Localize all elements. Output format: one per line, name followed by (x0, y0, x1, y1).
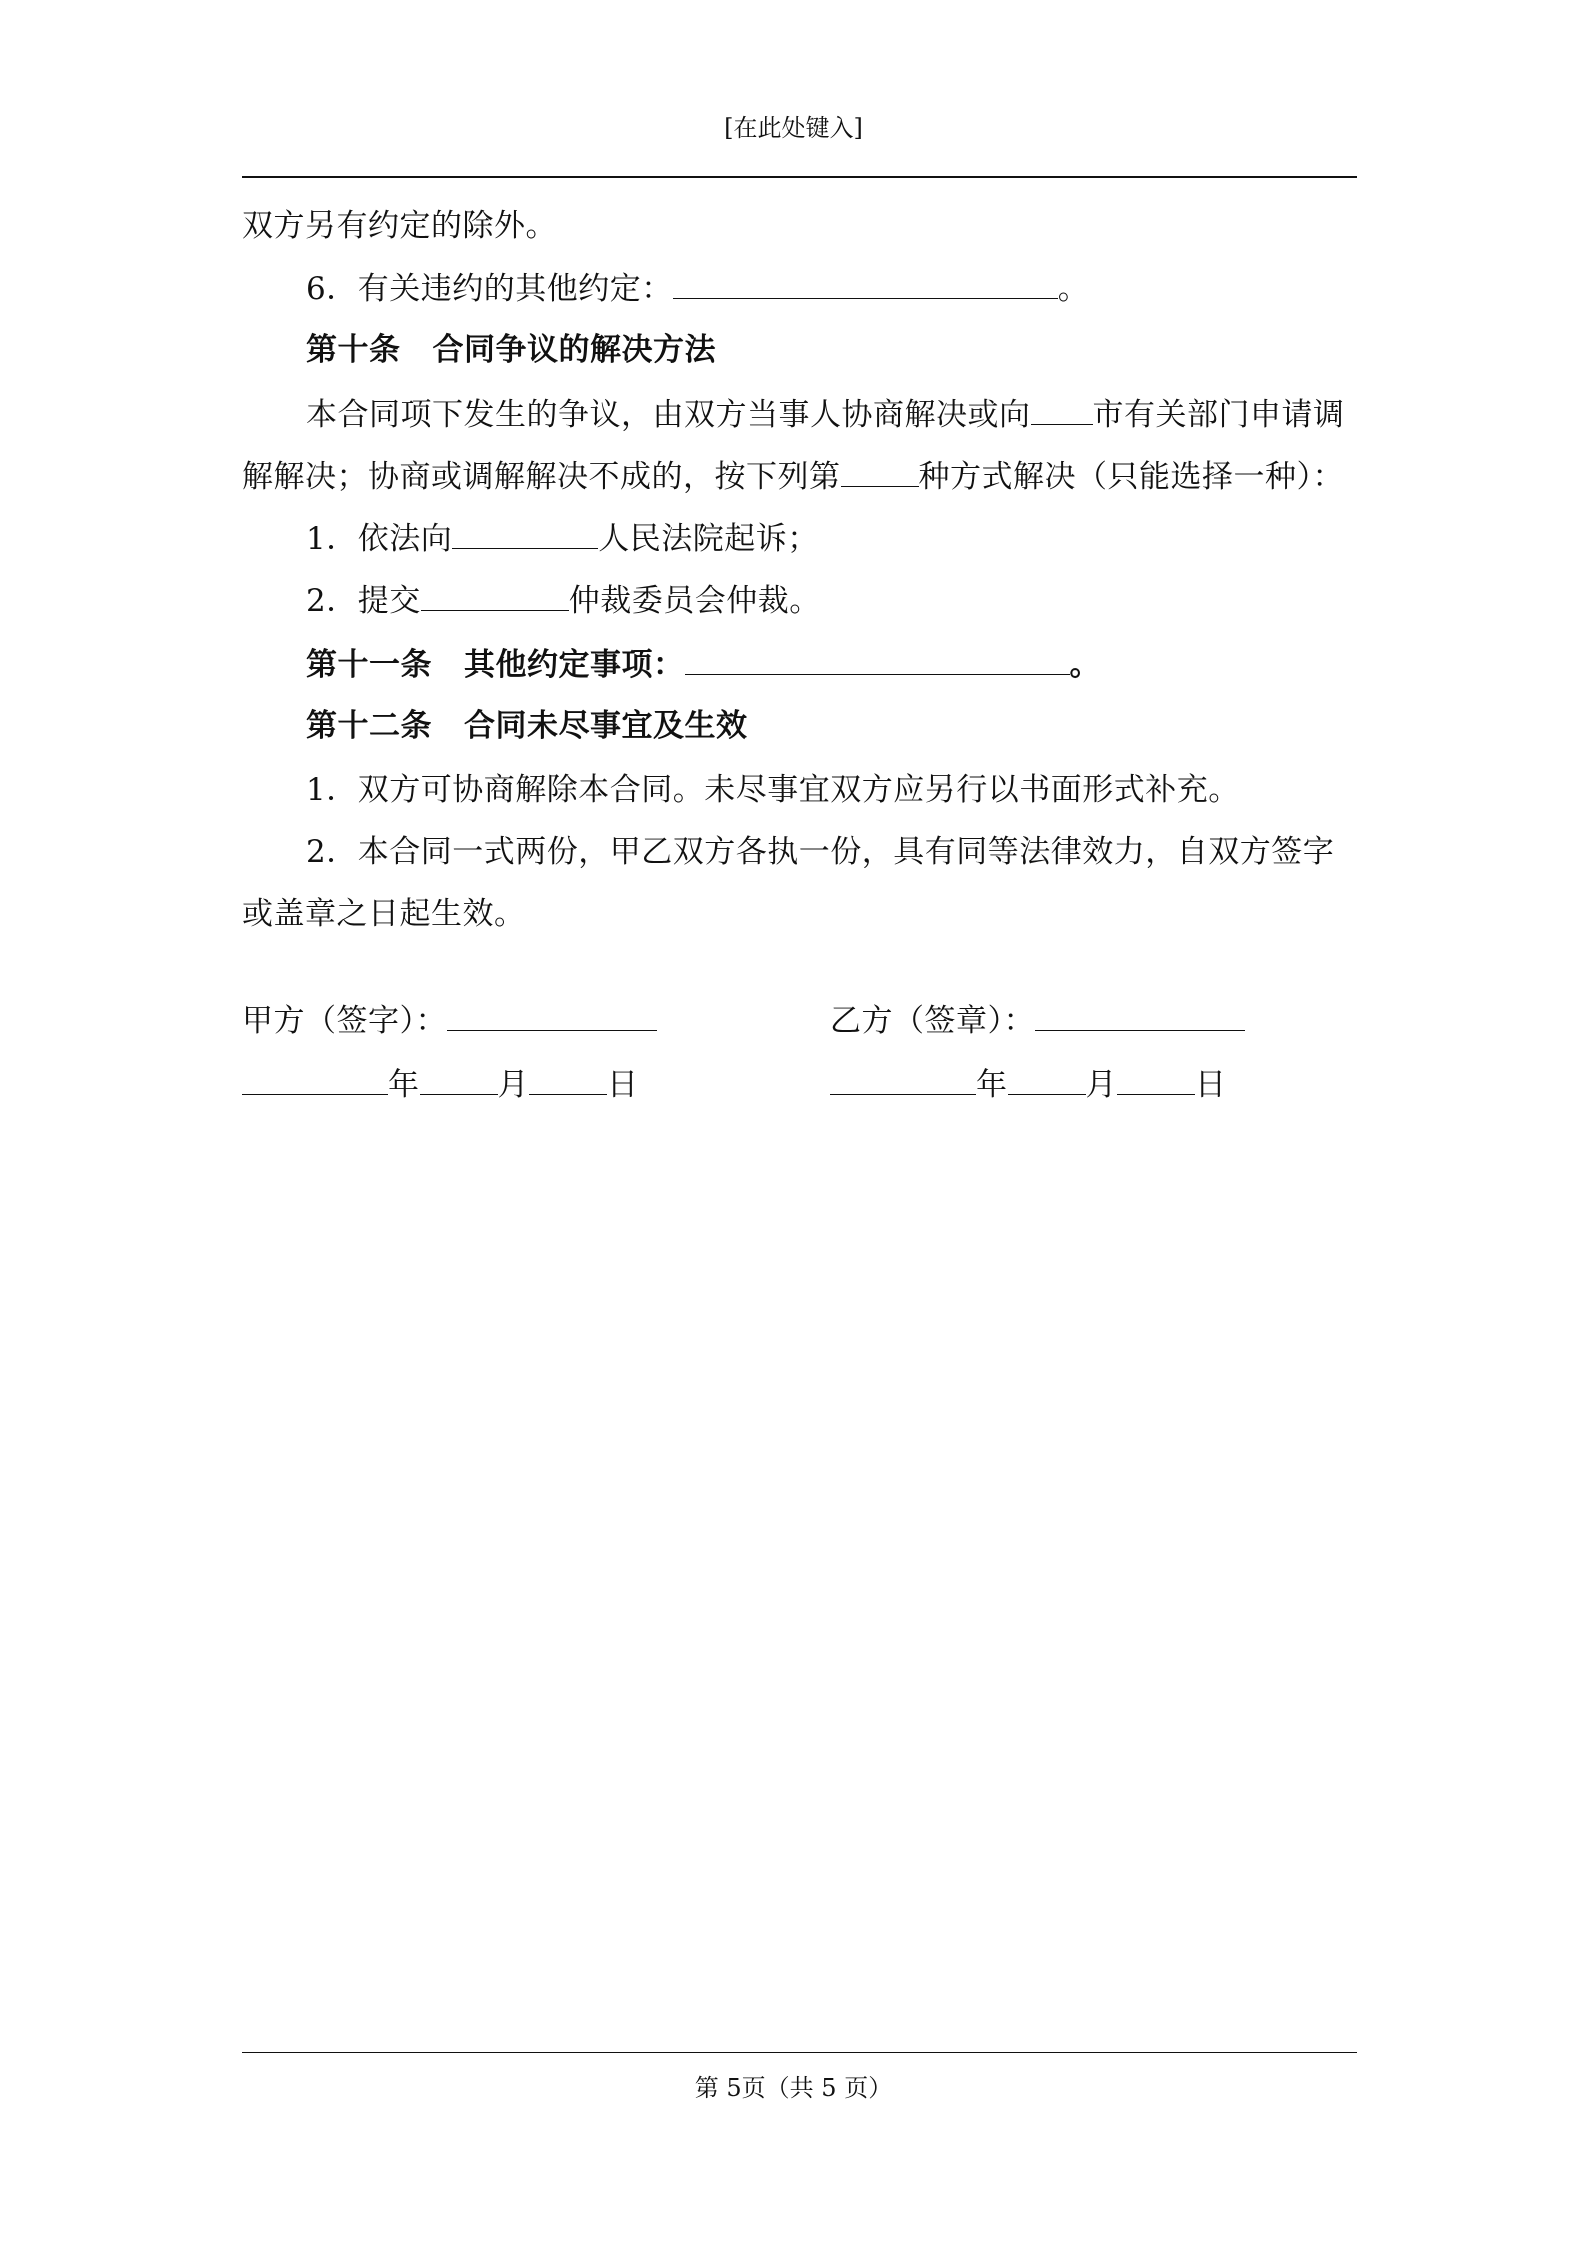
article-11-heading (306, 644, 1101, 685)
year-label: 年 (388, 1067, 420, 1103)
body-text: 解解决；协商或调解解决不成的，按下列第 (242, 459, 841, 495)
body-text: 1．双方可协商解除本合同。未尽事宜双方应另行以书面形式补充。 (306, 772, 1240, 808)
body-text: 本合同项下发生的争议，由双方当事人协商解决或向 (306, 397, 1031, 433)
article-12-item-2-line-2 (242, 894, 526, 934)
party-b-date (830, 1064, 1227, 1105)
year-label: 年 (976, 1067, 1008, 1103)
body-text: 人民法院起诉； (598, 521, 819, 557)
month-label: 月 (1085, 1067, 1117, 1103)
method-number-blank[interactable] (841, 456, 919, 487)
article-11-number: 第十一条 (306, 647, 432, 683)
article-12-heading (306, 706, 748, 746)
party-a-signature (242, 1000, 657, 1041)
party-b-year-blank[interactable] (830, 1064, 976, 1095)
party-a-date (242, 1064, 639, 1105)
article-10-number: 第十条 (306, 332, 401, 368)
item-6-end: 。 (1057, 271, 1090, 307)
page-header: [在此处键入] (724, 114, 863, 142)
body-text: 2．提交 (306, 583, 421, 619)
body-text: 或盖章之日起生效。 (242, 896, 526, 932)
item-6-label: 6．有关违约的其他约定： (306, 271, 673, 307)
party-b-signature (830, 1000, 1245, 1041)
party-a-day-blank[interactable] (529, 1064, 607, 1095)
body-text: 仲裁委员会仲裁。 (568, 583, 821, 619)
party-a-year-blank[interactable] (242, 1064, 388, 1095)
article-10-paragraph-line-1 (306, 394, 1345, 435)
article-10-paragraph-line-2 (242, 456, 1344, 497)
party-b-day-blank[interactable] (1117, 1064, 1195, 1095)
other-matters-blank[interactable] (685, 644, 1070, 675)
city-blank[interactable] (1031, 394, 1093, 425)
article-10-item-1 (306, 518, 819, 559)
body-text: 2．本合同一式两份，甲乙双方各执一份，具有同等法律效力，自双方签字 (306, 834, 1335, 870)
other-breach-blank[interactable] (673, 268, 1058, 299)
footer-divider (242, 2052, 1357, 2053)
body-text: 1．依法向 (306, 521, 453, 557)
body-text: 双方另有约定的除外。 (242, 208, 557, 244)
body-text: 种方式解决（只能选择一种）： (918, 459, 1344, 495)
party-b-signature-blank[interactable] (1035, 1000, 1245, 1031)
article-12-number: 第十二条 (306, 708, 432, 744)
party-b-month-blank[interactable] (1008, 1064, 1086, 1095)
article-10-title: 合同争议的解决方法 (432, 332, 716, 368)
article-11-title: 其他约定事项： (464, 647, 685, 683)
article-12-item-2-line-1 (306, 832, 1334, 872)
body-text: 市有关部门申请调 (1092, 397, 1345, 433)
party-b-label: 乙方（签章）： (830, 1003, 1035, 1039)
article-12-item-1 (306, 770, 1240, 810)
paragraph-line (242, 206, 557, 246)
article-10-heading (306, 330, 716, 370)
party-a-label: 甲方（签字）： (242, 1003, 447, 1039)
item-6 (306, 268, 1089, 309)
day-label: 日 (1195, 1067, 1227, 1103)
article-11-end: 。 (1069, 647, 1101, 683)
arbitration-blank[interactable] (421, 580, 569, 611)
header-divider (242, 176, 1357, 178)
month-label: 月 (497, 1067, 529, 1103)
court-blank[interactable] (452, 518, 598, 549)
page-footer: 第 5页（共 5 页） (694, 2074, 893, 2102)
day-label: 日 (607, 1067, 639, 1103)
party-a-signature-blank[interactable] (447, 1000, 657, 1031)
party-a-month-blank[interactable] (420, 1064, 498, 1095)
article-12-title: 合同未尽事宜及生效 (464, 708, 748, 744)
article-10-item-2 (306, 580, 821, 621)
